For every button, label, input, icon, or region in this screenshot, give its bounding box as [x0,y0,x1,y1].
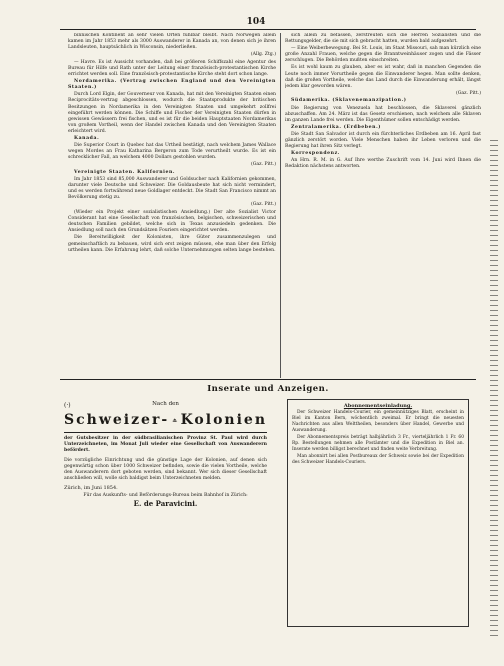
article-source: (Allg. Ztg.) [250,52,276,58]
article-paragraph: — Havre. Es ist Aussicht vorhanden, daß bei größeren Schiffszahl eine Agentur des Bureau für Hilfe und Rath unter der Leitung einer französisch-protestantischen Kirche errichtet werden soll. Eine französisch-protestantische Kirche steht dort schon lange. [68,59,276,78]
subscription-notice [287,399,469,627]
ad-mark: (·) [64,402,71,409]
article-source: (Gaz. Pitt.) [250,202,276,208]
article-heading: Südamerika. (Sklavenemanzipation.) [291,98,407,104]
section-heading: Inserate und Anzeigen. [60,379,476,394]
article-paragraph: Die Bereitwilligkeit der Kolonisten, ihre Güter zusammenzulegen und gemeinschaftlich zu bebauen, wird sich erst zeigen müssen, ehe man über den Erfolg urtheilen kann. Die Erfahrung lehrt, daß solche Unternehmungen selten lange bestehen. [68,235,276,253]
article-paragraph: Die Stadt San Salvador ist durch ein fürchterliches Erdbeben am 16. April fast gänzlich zerstört worden. Viele Menschen haben ihr Leben verloren und die Regierung hat ihren Sitz verlegt. [285,131,481,150]
column-divider [280,33,281,378]
ad-title-left: Schweizer- [64,412,170,428]
ad-sign-name: E. de Paravicini. [133,499,198,509]
notice-paragraph: Man abonnirt bei allen Postbureaux der Schweiz sowie bei der Expedition des Schweizer Handels-Couriers. [292,454,464,465]
right-column [285,33,481,374]
article-paragraph: binnischen Kontinent an sehr vielen Orten fühlbar bleibt. Nach Norwegen allein kamen im Jahr 1853 mehr als 3000 Auswanderer in Kanada an, von denen sich je ihren Landsleuten, hauptsächlich in Wisconsin, niederließen. [68,33,276,51]
article-paragraph: Die Superior Court in Quebec hat das Urtheil bestätigt, nach welchem James Wallace wegen Mordes an Frau Katharina Bergeron zum Tode verurtheilt wurde. Es ist ein schrecklicher Fall, an welchem 4000 Dollars gestohlen wurden. [68,143,276,161]
page-number: 104 [246,17,266,27]
article-paragraph: sich allein zu befassen, zerstreuten sich die Herren Sozialisten und die Rettungsgelder, die sie mit sich gebracht hatten, wurden bald aufgezehrt. [285,33,481,45]
notice-paragraph: Der Schweizer Handels-Courier, ein gemeinnütziges Blatt, erscheint in Biel im Kanton Bern, wöchentlich zweimal. Er bringt die neuesten Nachrichten aus allen Welttheilen, besonders über Handel, Gewerbe und Auswanderung. [292,410,464,433]
article-heading: Zentralamerika. (Erdbeben.) [291,124,382,130]
ad-signature [64,493,267,508]
article-heading: Vereinigte Staaten. Kalifornien. [74,169,176,175]
ad-title-right: Kolonien [180,412,267,428]
article-paragraph: An Hrn. R. M. in G. Auf Ihre werthe Zuschrift vom 14. Juni wird Ihnen die Redaktion nächstens antworten. [285,158,481,170]
notice-title: Abonnementseinladung. [343,403,413,409]
article-paragraph: Durch Lord Elgin, der Gouverneur von Kanada, hat mit den Vereinigten Staaten einen Reciprocitäts-vertrag abgeschlossen, wodurch die Staatsprodukte der britischen Besitzungen in Nordamerika in den Vereinigten Staaten und umgekehrt zollfrei eingeführt werden können. Die Schiffe und Fischer der Vereinigten Staaten dürfen in gewissen Gewässern frei fischen, und es ist für die beiden Hauptstaaten Nordamerikas von großem Vortheil, wenn der Handel zwischen Kanada und den Vereinigten Staaten erleichtert wird. [68,92,276,134]
article-heading: Korrespondenz. [291,151,341,157]
ad-paragraph: Die vorzügliche Einrichtung und die günstige Lage der Kolonien, auf denen sich gegenwärtig schon über 1000 Schweizer befinden, sowie die vielen Vortheile, welche den Auswanderern dort geboten werden, sind bekannt. Wer sich dieser Gesellschaft anschließen will, wolle sich baldigst beim Unterzeichneten melden. [64,457,267,482]
left-column [68,33,276,374]
article-paragraph: (Wieder ein Projekt einer sozialistischen Ansiedlung.) Der alte Sozialist Victor Considerant hat eine Gesellschaft von französischen, belgischen, schweizerischen und deutschen Familien gebildet, welche sich in Texas anzusiedeln gedenken. Die Ansiedlung soll nach den Grundsätzen Fouriers eingerichtet werden. [68,210,276,234]
article-paragraph: Die Regierung von Venezuela hat beschlossen, die Sklaverei gänzlich abzuschaffen. Am 24. März ist das Gesetz erschienen, nach welchem alle Sklaven im ganzen Lande frei werden. Die Eigenthümer sollen entschädigt werden. [285,105,481,123]
header-rule [60,29,476,30]
ad-paragraph: der Gutsbesitzer in der südbrasilianischen Provinz St. Paul wird durch Unterzeichneten, im Monat Juli wieder eine Gesellschaft von Auswanderern befördert. [64,436,267,454]
ad-pre-title: Nach den [152,401,179,407]
article-heading: Nordamerika. (Vertrag zwischen England und den Vereinigten Staaten.) [68,79,276,91]
article-paragraph: Im Jahr 1853 sind 85,000 Auswanderer und Goldsucher nach Kalifornien gekommen, darunter viele Deutsche und Schweizer. Die Goldausbeute hat sich nicht vermindert, und es werden fortwährend neue Goldlager entdeckt. Die Stadt San Francisco nimmt an Bevölkerung stetig zu. [68,177,276,201]
emigration-advertisement [64,399,267,622]
ad-sign-line: Für das Auskunfts- und Beförderungs-Bureau beim Bahnhof in Zürich: [83,493,248,499]
ad-title [64,411,267,433]
article-paragraph: — Eine Weiberbewegung. Bei St. Louis, im Staat Missouri, sah man kürzlich eine große Anzahl Frauen, welche gegen die Branntweinhäuser zogen und die Fässer zerschlugen. Die Behörden mußten einschreiten. [285,46,481,64]
page-edge-marks [490,140,498,640]
article-heading: Kanada. [74,136,100,141]
article-source: (Gaz. Pitt.) [250,162,276,168]
sailing-ship-icon [172,411,177,429]
notice-paragraph: Der Abonnementspreis beträgt halbjährlich 3 Fr., vierteljährlich 1 Fr. 60 Rp. Bestellungen nehmen alle Postämter und die Expedition in Biel an. Inserate werden billigst berechnet und finden weite Verbreitung. [292,435,464,452]
article-paragraph: Es ist wohl kaum zu glauben, aber es ist wahr, daß in manchen Gegenden die Leute noch immer Vorurtheile gegen die Einwanderer hegen. Man sollte denken, daß die großen Vortheile, welche das Land durch die Einwanderung erhält, längst jedem klar geworden wären. [285,65,481,89]
ad-date: Zürich, im Juni 1854. [64,485,118,492]
article-source: (Gaz. Pitt.) [455,90,481,96]
